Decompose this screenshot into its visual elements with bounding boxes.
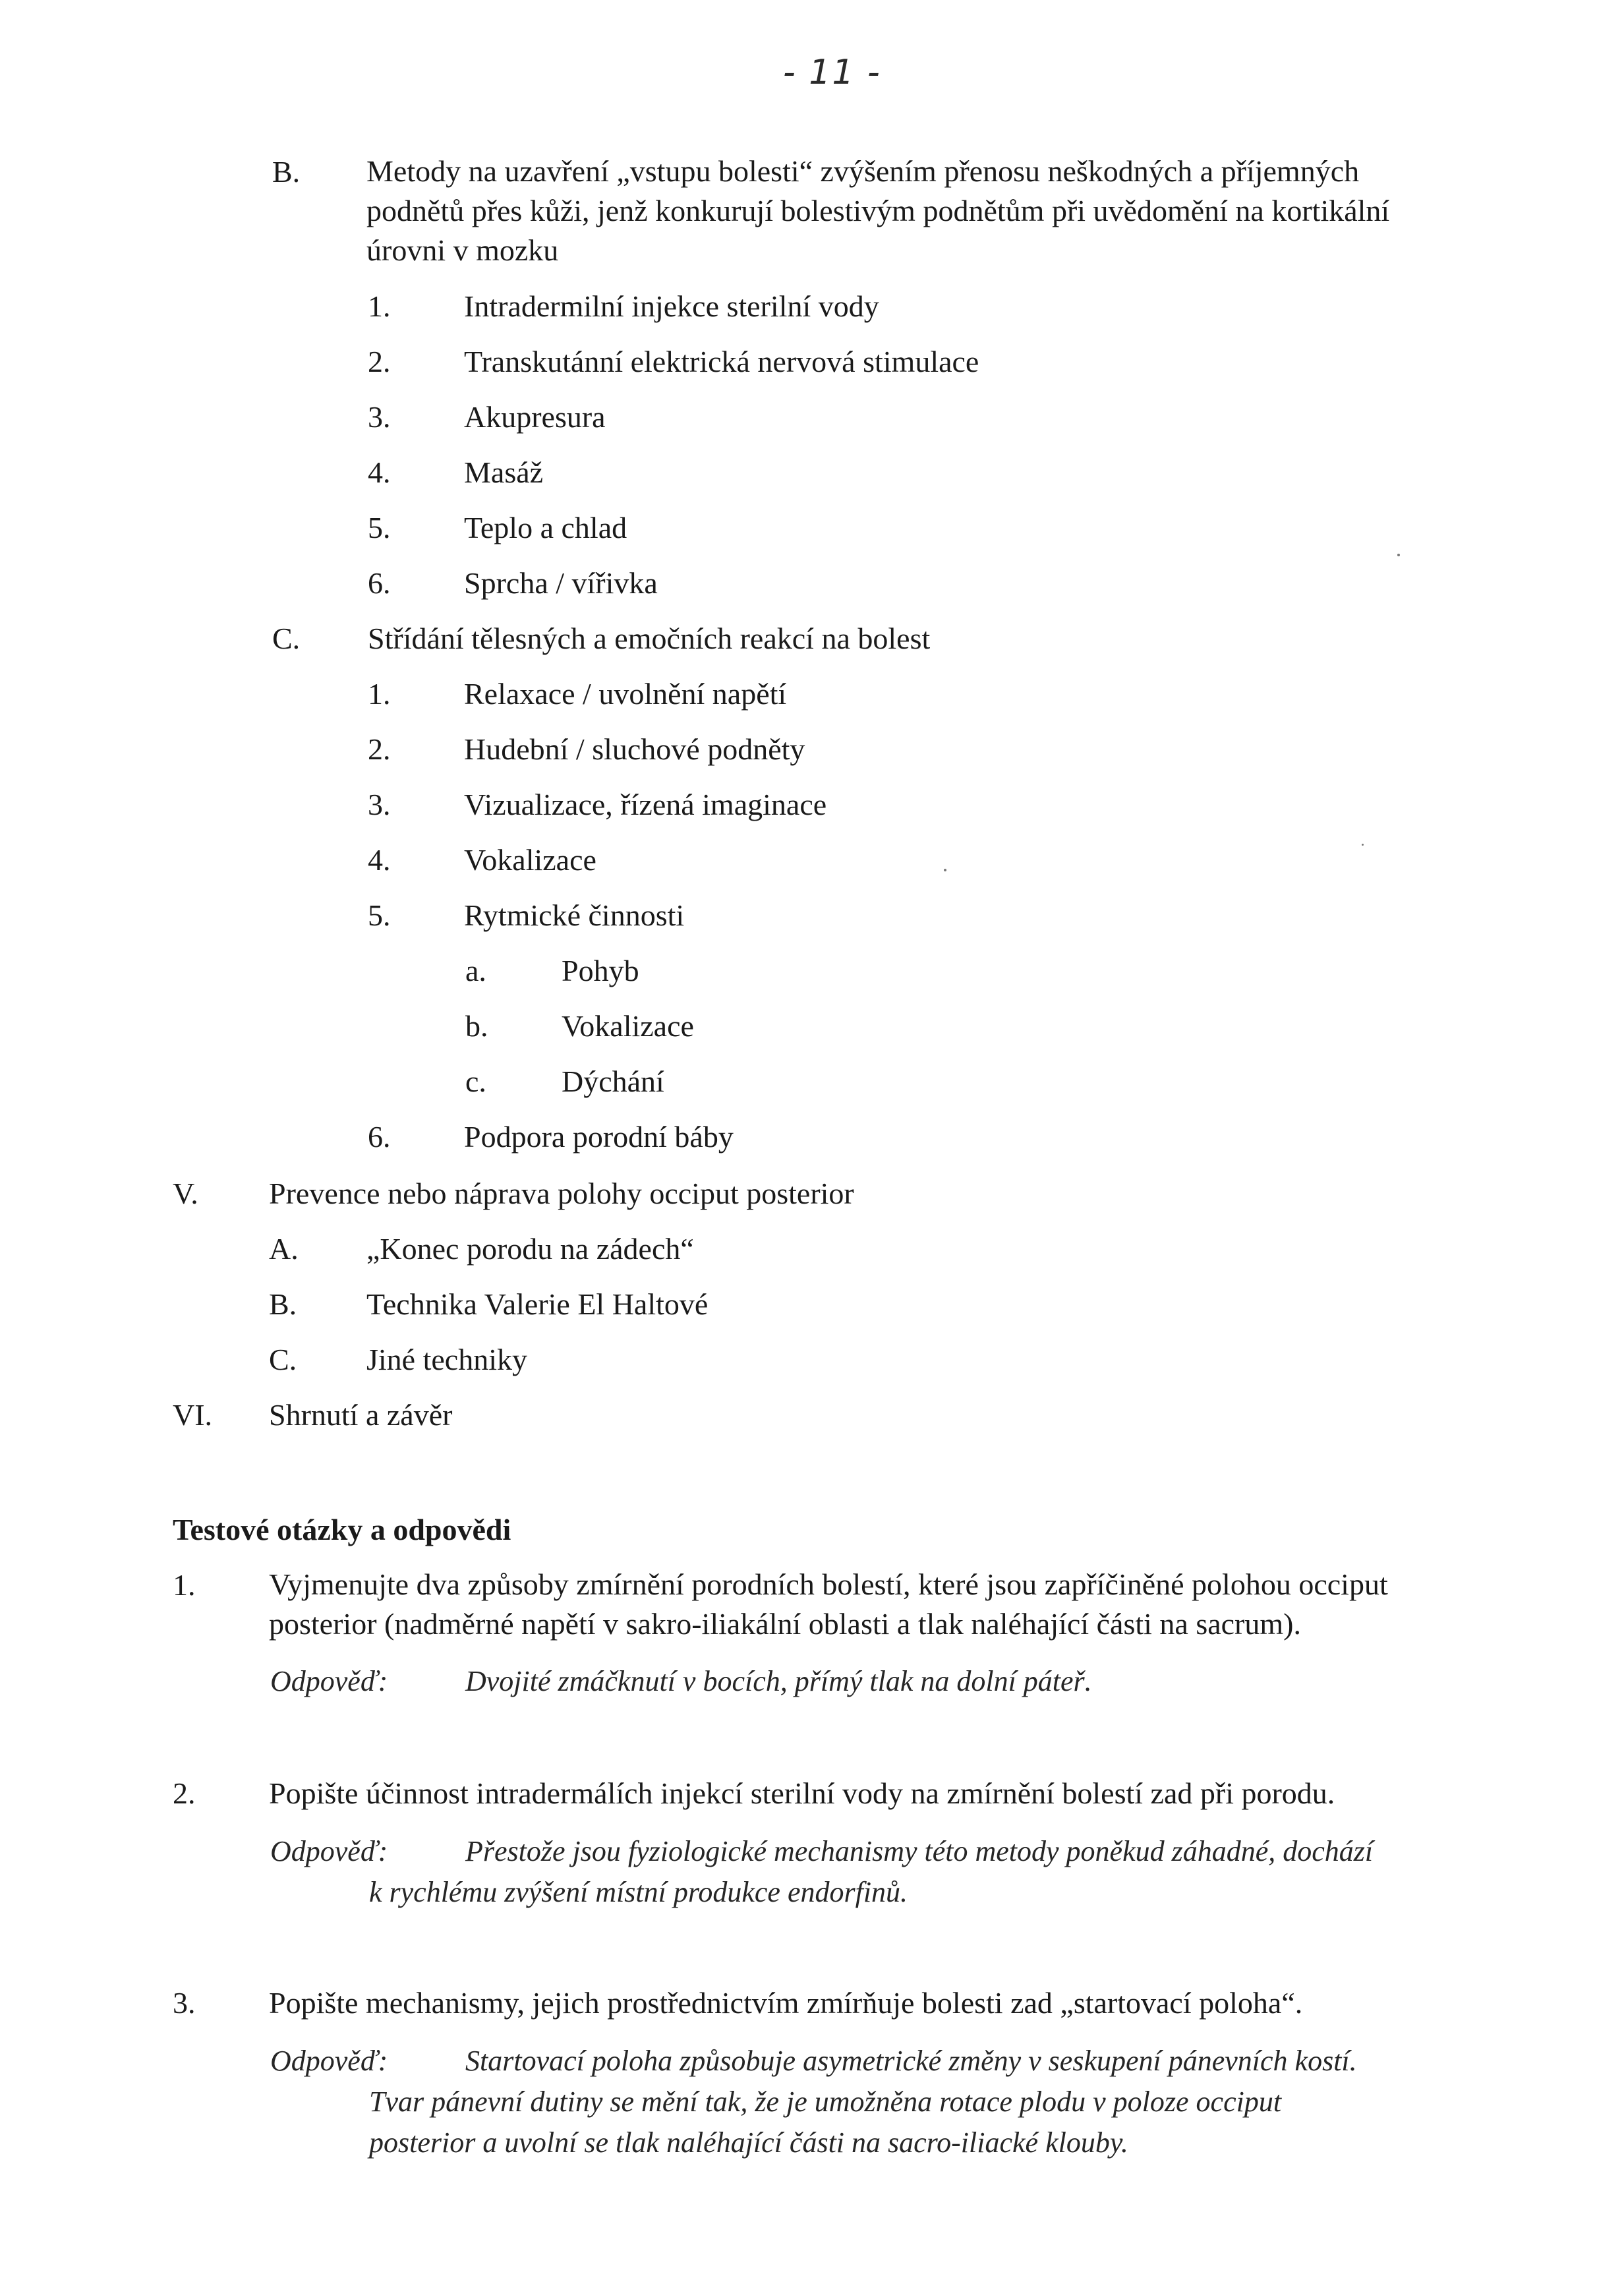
section-b-title <box>366 152 1389 270</box>
answer-line: Přestože jsou fyziologické mechanismy této metody poněkud záhadné, dochází <box>465 1835 1374 1867</box>
list-letter: C. <box>269 1343 297 1376</box>
list-item: Podpora porodní báby <box>464 1120 734 1154</box>
sublist-item: Vokalizace <box>562 1009 694 1043</box>
list-number: 6. <box>368 566 391 600</box>
question-number: 3. <box>173 1986 196 2020</box>
section-b-title-line: Metody na uzavření „vstupu bolesti“ zvýšením přenosu neškodných a příjemných <box>366 154 1360 188</box>
answer-label: Odpověď: <box>270 2045 388 2077</box>
list-item: Transkutánní elektrická nervová stimulace <box>464 345 979 378</box>
list-letter: A. <box>269 1232 299 1266</box>
section-c-title: Střídání tělesných a emočních reakcí na bolest <box>368 622 931 655</box>
scan-speck <box>1362 844 1364 846</box>
sublist-item: Pohyb <box>562 954 639 987</box>
sublist-item: Dýchání <box>562 1065 664 1098</box>
question-text <box>269 1565 1388 1644</box>
list-item: Rytmické činnosti <box>464 898 685 932</box>
list-number: 1. <box>368 289 391 323</box>
list-number: 2. <box>368 732 391 766</box>
section-c-marker: C. <box>272 622 301 655</box>
section-vi-marker: VI. <box>173 1398 213 1432</box>
list-item: Jiné techniky <box>366 1343 527 1376</box>
section-b-title-line: podnětů přes kůži, jenž konkurují bolestivým podnětům při uvědomění na kortikální <box>366 194 1390 227</box>
list-letter: B. <box>269 1287 297 1321</box>
list-item: „Konec porodu na zádech“ <box>366 1232 694 1266</box>
question-text: Popište účinnost intradermálích injekcí sterilní vody na zmírnění bolestí zad při porodu. <box>269 1776 1335 1810</box>
answer-line: Tvar pánevní dutiny se mění tak, že je umožněna rotace plodu v poloze occiput <box>369 2086 1282 2118</box>
sublist-letter: b. <box>465 1009 488 1043</box>
tests-heading: Testové otázky a odpovědi <box>173 1513 511 1546</box>
list-number: 4. <box>368 843 391 877</box>
list-number: 5. <box>368 511 391 544</box>
list-number: 2. <box>368 345 391 378</box>
list-number: 1. <box>368 677 391 711</box>
sublist-letter: a. <box>465 954 486 987</box>
list-item: Akupresura <box>464 400 606 434</box>
question-number: 1. <box>173 1568 196 1602</box>
question-text: Popište mechanismy, jejich prostřednictvím zmírňuje bolesti zad „startovací poloha“. <box>269 1986 1303 2020</box>
list-item: Relaxace / uvolnění napětí <box>464 677 787 711</box>
list-item: Intradermilní injekce sterilní vody <box>464 289 879 323</box>
answer-text <box>465 2041 1357 2082</box>
list-item: Teplo a chlad <box>464 511 627 544</box>
question-line: Vyjmenujte dva způsoby zmírnění porodních bolestí, které jsou zapříčiněné polohou occiput <box>269 1567 1388 1601</box>
answer-text <box>369 2082 1281 2163</box>
answer-line: Startovací poloha způsobuje asymetrické změny v seskupení pánevních kostí. <box>465 2045 1357 2077</box>
sublist-letter: c. <box>465 1065 486 1098</box>
list-number: 3. <box>368 788 391 821</box>
question-line: posterior (nadměrné napětí v sakro-iliakální oblasti a tlak naléhající části na sacrum). <box>269 1607 1301 1641</box>
section-v-title: Prevence nebo náprava polohy occiput posterior <box>269 1177 854 1210</box>
answer-line: posterior a uvolní se tlak naléhající části na sacro-iliacké klouby. <box>369 2126 1128 2159</box>
scan-speck <box>1397 554 1400 556</box>
section-b-title-line: úrovni v mozku <box>366 233 559 267</box>
answer-label: Odpověď: <box>270 1665 388 1697</box>
answer-label: Odpověď: <box>270 1835 388 1867</box>
list-item: Vizualizace, řízená imaginace <box>464 788 827 821</box>
section-vi-title: Shrnutí a závěr <box>269 1398 453 1432</box>
list-item: Hudební / sluchové podněty <box>464 732 805 766</box>
list-number: 5. <box>368 898 391 932</box>
answer-line: k rychlému zvýšení místní produkce endorfinů. <box>369 1876 908 1908</box>
list-item: Vokalizace <box>464 843 596 877</box>
answer-text: Dvojité zmáčknutí v bocích, přímý tlak na dolní páteř. <box>465 1665 1092 1697</box>
list-item: Technika Valerie El Haltové <box>366 1287 709 1321</box>
list-item: Sprcha / vířivka <box>464 566 658 600</box>
answer-text <box>369 1872 908 1913</box>
list-number: 3. <box>368 400 391 434</box>
page-number: - 11 - <box>783 53 881 92</box>
answer-text <box>465 1831 1373 1872</box>
list-number: 6. <box>368 1120 391 1154</box>
scan-speck <box>944 869 946 871</box>
section-b-marker: B. <box>272 155 301 189</box>
list-item: Masáž <box>464 455 544 489</box>
section-v-marker: V. <box>173 1177 198 1210</box>
list-number: 4. <box>368 455 391 489</box>
question-number: 2. <box>173 1776 196 1810</box>
